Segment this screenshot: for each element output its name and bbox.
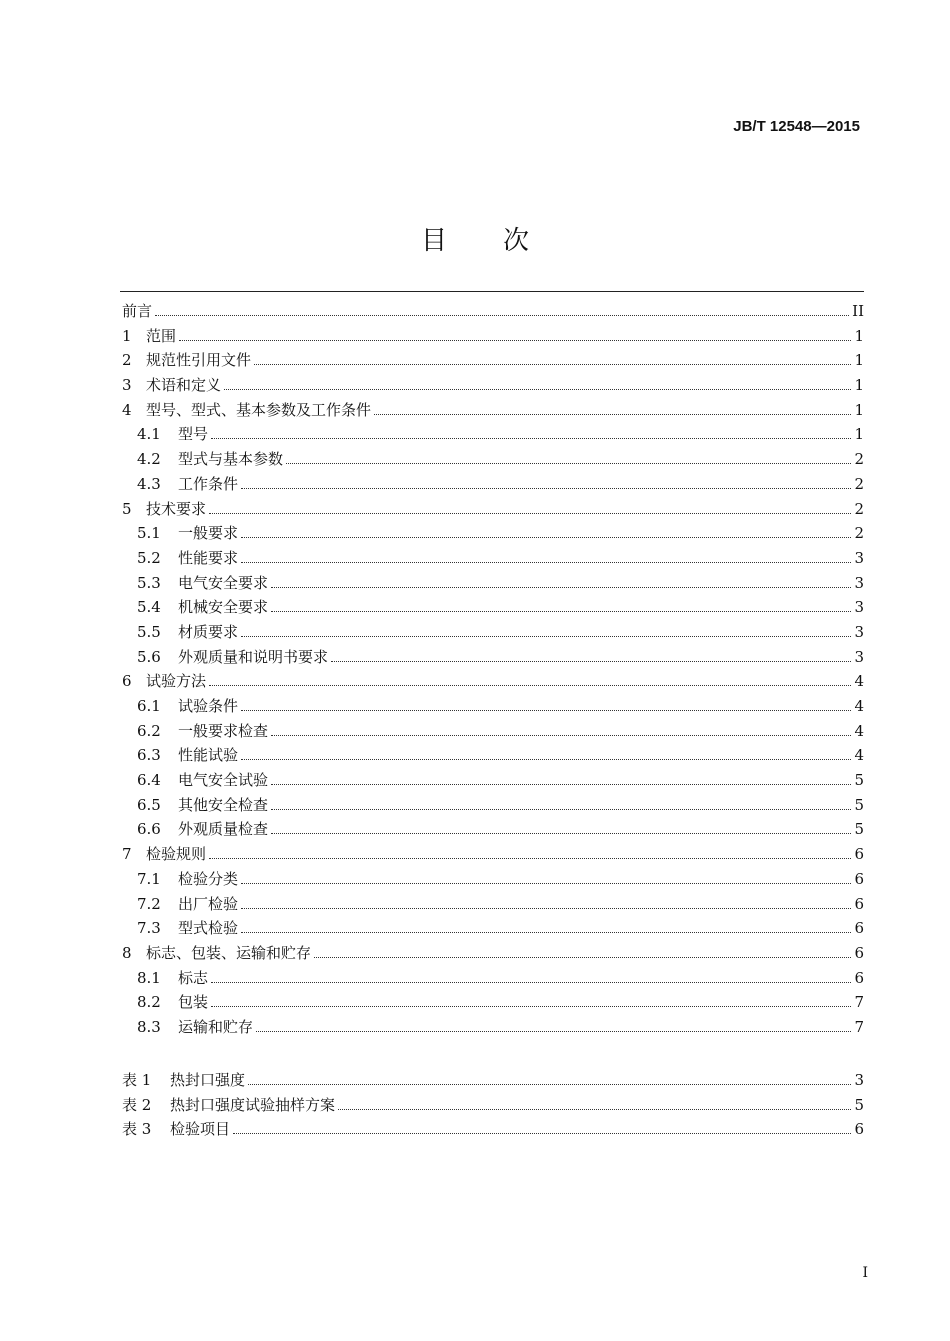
toc-entry-page: 2 [854, 499, 864, 518]
dot-leader [254, 364, 851, 365]
dot-leader [209, 685, 851, 686]
table-entry-number: 表 1 [122, 1071, 152, 1089]
toc-entry-number: 6.4 [137, 771, 161, 790]
dot-leader [256, 1031, 851, 1032]
dot-leader [271, 735, 851, 736]
toc-entry-number: 4 [122, 400, 132, 419]
toc-entry[interactable] [122, 990, 864, 1015]
table-entry[interactable] [122, 1068, 864, 1093]
toc-entry-page: 1 [854, 326, 864, 345]
table-entry-number: 表 3 [122, 1120, 152, 1139]
toc-entry[interactable] [122, 694, 864, 719]
dot-leader [271, 784, 851, 785]
toc-entry-number: 4.1 [137, 425, 161, 444]
toc-entry-page: 4 [854, 721, 864, 740]
toc-entry-number: 5.5 [137, 622, 161, 641]
toc-entry-label: 试验方法 [146, 672, 207, 691]
toc-entry-label: 外观质量检查 [178, 820, 269, 839]
toc-entry[interactable] [122, 398, 864, 423]
toc-entry-page: 2 [854, 450, 864, 469]
toc-entry-number: 3 [122, 376, 132, 395]
dot-leader [241, 488, 851, 489]
standard-code: JB/T 12548—2015 [733, 118, 860, 135]
toc-entry-label: 其他安全检查 [178, 795, 269, 814]
toc-entry-page: 6 [854, 869, 864, 888]
table-entry[interactable] [122, 1117, 864, 1142]
toc-entry[interactable] [122, 546, 864, 571]
dot-leader [248, 1084, 851, 1085]
toc-entry-label: 标志 [178, 968, 209, 987]
toc-entry-number: 6.1 [137, 697, 161, 715]
dot-leader [338, 1109, 851, 1110]
toc-entry-label: 工作条件 [178, 474, 239, 493]
toc-entry-number: 6.6 [137, 820, 161, 839]
table-entry-page: 6 [854, 1120, 864, 1139]
toc-entry[interactable] [122, 916, 864, 941]
toc-entry-label: 试验条件 [178, 697, 239, 715]
toc-entry-page: 5 [854, 820, 864, 839]
dot-leader [241, 883, 851, 884]
toc-entry-label: 检验分类 [178, 869, 239, 888]
dot-leader [271, 611, 851, 612]
toc-entry-number: 4.3 [137, 474, 161, 493]
toc-entry-page: 3 [854, 573, 864, 592]
dot-leader [241, 759, 851, 760]
dot-leader [241, 537, 851, 538]
toc-entry-page: 1 [854, 425, 864, 444]
page-title: 目次 [420, 226, 585, 256]
toc-entry[interactable] [122, 892, 864, 917]
dot-leader [271, 833, 851, 834]
toc-entry-page: II [852, 302, 864, 320]
toc-entry[interactable] [122, 620, 864, 645]
toc-entry-page: 1 [854, 400, 864, 419]
toc-entry-number: 5.3 [137, 573, 161, 592]
dot-leader [241, 562, 851, 563]
toc-entry-label: 电气安全要求 [178, 573, 269, 592]
toc-entry-number: 4.2 [137, 450, 161, 469]
dot-leader [241, 710, 851, 711]
toc-entry-number: 8.3 [137, 1017, 161, 1036]
toc-entry-page: 5 [854, 795, 864, 814]
toc-entry[interactable] [122, 571, 864, 596]
toc-entry-number: 1 [122, 326, 132, 345]
toc-entry-label: 规范性引用文件 [146, 351, 252, 370]
toc-entry-label: 范围 [146, 326, 177, 345]
toc-entry[interactable] [122, 719, 864, 744]
toc-entry[interactable] [122, 966, 864, 991]
toc-entry[interactable] [122, 348, 864, 373]
toc-entry-label: 性能要求 [178, 548, 239, 567]
toc-entry[interactable] [122, 768, 864, 793]
toc-entry-number: 8.2 [137, 993, 161, 1012]
page-number: I [862, 1265, 868, 1281]
table-entry[interactable] [122, 1093, 864, 1118]
dot-leader [241, 932, 851, 933]
dot-leader [331, 661, 851, 662]
toc-entry-page: 5 [854, 771, 864, 790]
toc-entry-label: 材质要求 [178, 622, 239, 641]
dot-leader [211, 438, 851, 439]
toc-entry[interactable] [122, 373, 864, 398]
toc-entry-number: 5.4 [137, 598, 161, 617]
toc-entry-label: 运输和贮存 [178, 1017, 254, 1036]
toc-entry[interactable] [122, 447, 864, 472]
toc-entry-page: 4 [854, 672, 864, 691]
toc-entry-number: 8.1 [137, 968, 161, 987]
table-entry-label: 检验项目 [170, 1120, 231, 1139]
toc-entry[interactable] [122, 299, 864, 324]
dot-leader [155, 315, 849, 316]
toc-entry-page: 3 [854, 548, 864, 567]
toc-entry-number: 7.1 [137, 869, 161, 888]
toc-entry-label: 型式与基本参数 [178, 450, 284, 469]
toc-entry[interactable] [122, 793, 864, 818]
toc-entry-page: 6 [854, 894, 864, 913]
toc-entry[interactable] [122, 595, 864, 620]
toc-entry-number: 7.2 [137, 894, 161, 913]
toc-entry-page: 7 [854, 1017, 864, 1036]
table-entry-label: 热封口强度试验抽样方案 [170, 1095, 336, 1114]
toc-entry-page: 6 [854, 968, 864, 987]
toc-entry-number: 5.1 [137, 524, 161, 543]
dot-leader [271, 587, 851, 588]
toc-entry-page: 1 [854, 376, 864, 395]
dot-leader [286, 463, 851, 464]
toc-entry[interactable] [122, 645, 864, 670]
toc-entry[interactable] [122, 743, 864, 768]
toc-entry-page: 4 [854, 697, 864, 715]
toc-entry[interactable] [122, 521, 864, 546]
toc-entry[interactable] [122, 472, 864, 497]
toc-entry-label: 一般要求检查 [178, 721, 269, 740]
toc-entry-label: 包装 [178, 993, 209, 1012]
toc-entry-number: 5.6 [137, 647, 161, 666]
table-entry-page: 3 [854, 1071, 864, 1089]
toc-entry-label: 机械安全要求 [178, 598, 269, 617]
dot-leader [241, 636, 851, 637]
toc-entry[interactable] [122, 1015, 864, 1040]
toc-entry-page: 3 [854, 647, 864, 666]
toc-entry-number: 6.2 [137, 721, 161, 740]
toc-entry-label: 前言 [122, 302, 153, 320]
table-of-contents [122, 299, 864, 1040]
toc-entry-page: 4 [854, 746, 864, 765]
toc-entry-number: 2 [122, 351, 132, 370]
toc-entry-number: 6.3 [137, 746, 161, 765]
toc-entry-page: 1 [854, 351, 864, 370]
toc-entry-page: 6 [854, 919, 864, 938]
list-of-tables [122, 1068, 864, 1142]
toc-entry-label: 标志、包装、运输和贮存 [146, 943, 312, 962]
table-entry-page: 5 [854, 1095, 864, 1114]
toc-entry-page: 6 [854, 845, 864, 864]
toc-entry[interactable] [122, 817, 864, 842]
toc-entry[interactable] [122, 867, 864, 892]
toc-entry-number: 6 [122, 672, 132, 691]
toc-entry[interactable] [122, 669, 864, 694]
toc-entry-number: 5 [122, 499, 132, 518]
toc-entry-number: 8 [122, 943, 132, 962]
toc-entry-number: 7.3 [137, 919, 161, 938]
toc-entry-label: 出厂检验 [178, 894, 239, 913]
toc-entry[interactable] [122, 941, 864, 966]
dot-leader [179, 340, 851, 341]
toc-entry-label: 术语和定义 [146, 376, 222, 395]
dot-leader [211, 1006, 851, 1007]
title-rule [120, 291, 864, 292]
table-entry-number: 表 2 [122, 1095, 152, 1114]
toc-entry-page: 2 [854, 474, 864, 493]
toc-entry-label: 外观质量和说明书要求 [178, 647, 329, 666]
dot-leader [314, 957, 851, 958]
toc-entry[interactable] [122, 842, 864, 867]
table-entry-label: 热封口强度 [170, 1071, 246, 1089]
toc-entry-number: 7 [122, 845, 132, 864]
toc-entry-label: 技术要求 [146, 499, 207, 518]
toc-entry-label: 性能试验 [178, 746, 239, 765]
toc-entry[interactable] [122, 324, 864, 349]
dot-leader [209, 858, 851, 859]
toc-entry-label: 电气安全试验 [178, 771, 269, 790]
toc-entry[interactable] [122, 497, 864, 522]
toc-entry-page: 2 [854, 524, 864, 543]
toc-entry-label: 型号 [178, 425, 209, 444]
dot-leader [209, 513, 851, 514]
toc-entry-page: 3 [854, 622, 864, 641]
toc-entry-number: 5.2 [137, 548, 161, 567]
toc-entry-number: 6.5 [137, 795, 161, 814]
dot-leader [241, 908, 851, 909]
toc-entry[interactable] [122, 422, 864, 447]
dot-leader [374, 414, 851, 415]
dot-leader [211, 982, 851, 983]
toc-entry-label: 型号、型式、基本参数及工作条件 [146, 400, 372, 419]
dot-leader [224, 389, 851, 390]
dot-leader [271, 809, 851, 810]
toc-entry-page: 3 [854, 598, 864, 617]
toc-entry-page: 7 [854, 993, 864, 1012]
toc-entry-label: 一般要求 [178, 524, 239, 543]
toc-entry-label: 型式检验 [178, 919, 239, 938]
toc-entry-page: 6 [854, 943, 864, 962]
dot-leader [233, 1133, 851, 1134]
toc-entry-label: 检验规则 [146, 845, 207, 864]
